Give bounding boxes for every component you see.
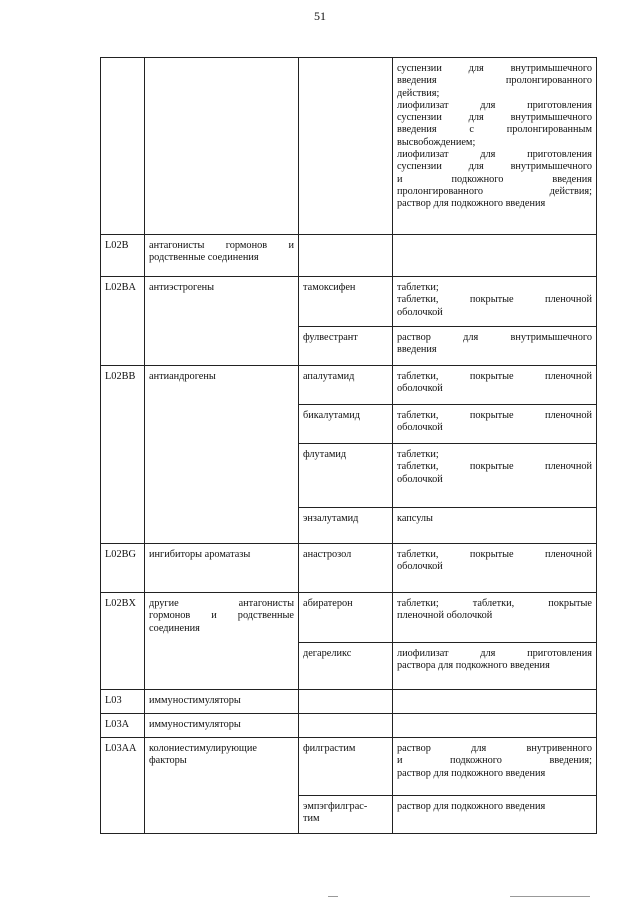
inn-cell	[299, 643, 393, 690]
cell-line: иммуностимуляторы	[149, 719, 241, 730]
cell-line: пролонгированного действия;	[397, 185, 592, 197]
dosage-form-cell	[393, 444, 597, 508]
cell-line: пленочной оболочкой	[397, 610, 493, 622]
atc-code-cell: L02BA	[101, 277, 145, 366]
dosage-form-cell	[393, 58, 597, 235]
cell-line: энзалутамид	[303, 513, 359, 524]
dosage-form-cell	[393, 327, 597, 366]
cell-line: другие антагонисты	[149, 598, 294, 609]
table-row	[101, 544, 597, 593]
atc-code-cell: L03	[101, 690, 145, 714]
cell-line: раствор для внутривенного	[397, 743, 592, 754]
cell-line: раствор для внутримышечного	[397, 332, 592, 343]
cell-line: суспензии для внутримышечного	[397, 161, 592, 173]
cell-line: лиофилизат для приготовления	[397, 648, 592, 659]
table-row	[101, 366, 597, 405]
inn-cell	[299, 366, 393, 405]
dosage-form-cell	[393, 714, 597, 738]
page-number: 51	[314, 9, 326, 23]
cell-line: введения с пролонгированным	[397, 124, 592, 136]
group-name-cell	[145, 58, 299, 235]
group-name-cell	[145, 235, 299, 277]
table-row	[101, 277, 597, 327]
cell-line: таблетки, покрытые пленочной	[397, 371, 592, 382]
table-row	[101, 235, 597, 277]
table-row	[101, 690, 597, 714]
cell-line: таблетки;	[397, 282, 439, 293]
cell-line: оболочкой	[397, 306, 443, 318]
cell-line: факторы	[149, 755, 187, 767]
cell-line: таблетки; таблетки, покрытые	[397, 598, 592, 609]
cell-line: раствор для подкожного введения	[397, 198, 546, 210]
atc-code-cell: L03AA	[101, 738, 145, 834]
cell-line: антиандрогены	[149, 371, 216, 382]
cell-line: соединения	[149, 622, 200, 634]
table-row	[101, 714, 597, 738]
cell-line: высвобождением;	[397, 136, 476, 148]
cell-line: флутамид	[303, 449, 347, 460]
cell-line: таблетки, покрытые пленочной	[397, 294, 592, 306]
group-name-cell	[145, 366, 299, 544]
cell-line: родственные соединения	[149, 252, 259, 264]
atc-code-cell: L02B	[101, 235, 145, 277]
atc-code-cell: L02BG	[101, 544, 145, 593]
dosage-form-cell	[393, 643, 597, 690]
atc-drug-table	[100, 57, 597, 834]
dosage-form-cell	[393, 796, 597, 834]
inn-cell	[299, 405, 393, 444]
inn-cell	[299, 738, 393, 796]
cell-line: раствор для подкожного введения	[397, 767, 546, 779]
cell-line: дегареликс	[303, 648, 352, 659]
table-row	[101, 593, 597, 643]
cell-line: ингибиторы ароматазы	[149, 549, 251, 560]
cell-line: иммуностимуляторы	[149, 695, 241, 706]
group-name-cell	[145, 738, 299, 834]
atc-code-cell: L03A	[101, 714, 145, 738]
cell-line: гормонов и родственные	[149, 610, 294, 622]
cell-line: абиратерон	[303, 598, 353, 609]
cell-line: антагонисты гормонов и	[149, 240, 294, 251]
atc-code-cell: L02BB	[101, 366, 145, 544]
cell-line: бикалутамид	[303, 410, 361, 421]
cell-line: и подкожного введения	[397, 173, 592, 185]
cell-line: капсулы	[397, 513, 433, 524]
cell-line: лиофилизат для приготовления	[397, 99, 592, 111]
cell-line: тим	[303, 813, 320, 825]
cell-line: лиофилизат для приготовления	[397, 149, 592, 161]
group-name-cell	[145, 714, 299, 738]
dosage-form-cell	[393, 235, 597, 277]
group-name-cell	[145, 690, 299, 714]
dosage-form-cell	[393, 366, 597, 405]
inn-cell	[299, 544, 393, 593]
cell-line: таблетки, покрытые пленочной	[397, 549, 592, 560]
inn-cell	[299, 714, 393, 738]
cell-line: действия;	[397, 87, 440, 99]
group-name-cell	[145, 593, 299, 690]
inn-cell	[299, 444, 393, 508]
dosage-form-cell	[393, 593, 597, 643]
cell-line: оболочкой	[397, 383, 443, 395]
inn-cell	[299, 508, 393, 544]
cell-line: суспензии для внутримышечного	[397, 112, 592, 124]
inn-cell	[299, 58, 393, 235]
atc-code-cell	[101, 58, 145, 235]
cell-line: оболочкой	[397, 422, 443, 434]
table-row	[101, 58, 597, 235]
cell-line: колониестимулирующие	[149, 743, 257, 754]
cell-line: и подкожного введения;	[397, 755, 592, 767]
cell-line: раствор для подкожного введения	[397, 801, 546, 812]
inn-cell	[299, 327, 393, 366]
inn-cell	[299, 277, 393, 327]
inn-cell	[299, 796, 393, 834]
dosage-form-cell	[393, 690, 597, 714]
cell-line: оболочкой	[397, 473, 443, 485]
table-row	[101, 738, 597, 796]
dosage-form-cell	[393, 405, 597, 444]
dosage-form-cell	[393, 544, 597, 593]
cell-line: филграстим	[303, 743, 356, 754]
cell-line: антиэстрогены	[149, 282, 215, 293]
dosage-form-cell	[393, 738, 597, 796]
cell-line: анастрозол	[303, 549, 352, 560]
dosage-form-cell	[393, 508, 597, 544]
cell-line: введения пролонгированного	[397, 75, 592, 87]
cell-line: оболочкой	[397, 561, 443, 573]
inn-cell	[299, 593, 393, 643]
cell-line: введения	[397, 344, 437, 356]
cell-line: фулвестрант	[303, 332, 358, 343]
group-name-cell	[145, 544, 299, 593]
cell-line: апалутамид	[303, 371, 355, 382]
scan-mark	[510, 896, 590, 897]
inn-cell	[299, 235, 393, 277]
atc-code-cell: L02BX	[101, 593, 145, 690]
cell-line: суспензии для внутримышечного	[397, 63, 592, 74]
cell-line: тамоксифен	[303, 282, 356, 293]
cell-line: таблетки, покрытые пленочной	[397, 410, 592, 421]
cell-line: раствора для подкожного введения	[397, 660, 550, 672]
cell-line: таблетки;	[397, 449, 439, 460]
cell-line: эмпэгфилграс-	[303, 801, 368, 812]
cell-line: таблетки, покрытые пленочной	[397, 461, 592, 473]
dosage-form-cell	[393, 277, 597, 327]
group-name-cell	[145, 277, 299, 366]
scan-mark	[328, 896, 338, 897]
inn-cell	[299, 690, 393, 714]
